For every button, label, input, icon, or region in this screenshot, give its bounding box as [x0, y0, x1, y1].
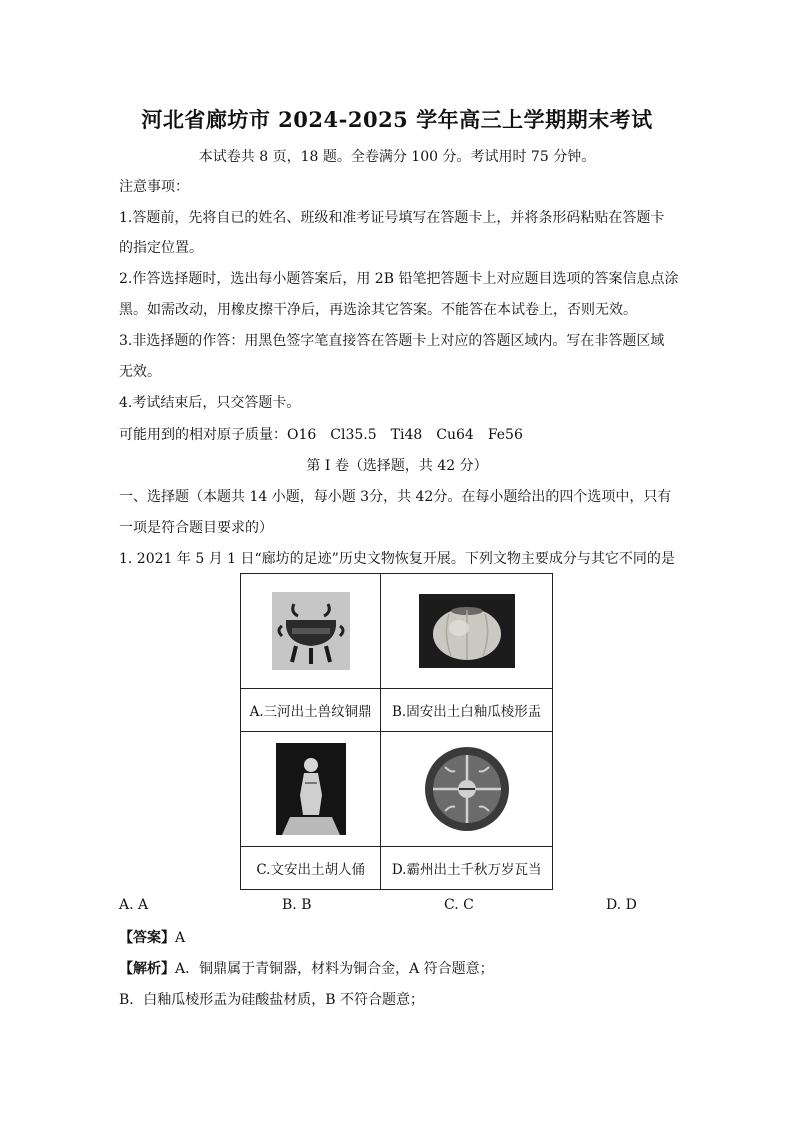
- exam-title: 河北省廊坊市 2024-2025 学年高三上学期期末考试: [141, 107, 653, 132]
- artifact-d-image-cell: [381, 732, 553, 847]
- artifact-d-caption: D.霸州出土千秋万岁瓦当: [381, 847, 553, 890]
- option-c[interactable]: C. C: [444, 897, 474, 913]
- artifact-a-caption: A.三河出土兽纹铜鼎: [241, 689, 381, 732]
- artifact-c-caption: C.文安出土胡人俑: [241, 847, 381, 890]
- artifact-table: [240, 573, 553, 890]
- section-title: 第 I 卷（选择题，共 42 分）: [306, 458, 488, 474]
- analysis-line-2: B．白釉瓜棱形盂为硅酸盐材质，B 不符合题意；: [119, 992, 425, 1008]
- exam-subtitle: 本试卷共 8 页，18 题。全卷满分 100 分。考试用时 75 分钟。: [198, 149, 596, 165]
- answer-line: [119, 928, 679, 948]
- answer-value: A: [175, 930, 186, 946]
- answer-label: 【答案】: [119, 930, 175, 946]
- notice-line-2: 的指定位置。: [119, 240, 203, 256]
- artifact-a-image-cell: [241, 574, 381, 689]
- white-glaze-jar-image: [419, 594, 515, 668]
- artifact-b-caption: B.固安出土白釉瓜棱形盂: [381, 689, 553, 732]
- notice-line-4: 黑。如需改动，用橡皮擦干净后，再选涂其它答案。不能答在本试卷上，否则无效。: [119, 302, 637, 318]
- notice-line-3: 2.作答选择题时，选出每小题答案后，用 2B 铅笔把答题卡上对应题目选项的答案信息点涂: [119, 271, 679, 287]
- part-intro-2: 一项是符合题目要求的）: [119, 520, 273, 536]
- bronze-ding-image: [272, 592, 350, 670]
- notice-line-6: 无效。: [119, 364, 161, 380]
- part-intro-1: 一、选择题（本题共 14 小题，每小题 3分，共 42分。在每小题给出的四个选项中，只有: [119, 489, 672, 505]
- notice-heading: 注意事项：: [119, 179, 189, 195]
- analysis-text-1: A．铜鼎属于青铜器，材料为铜合金，A 符合题意；: [175, 961, 494, 977]
- analysis-label: 【解析】: [119, 961, 175, 977]
- figurine-image: [276, 743, 346, 835]
- option-a[interactable]: A. A: [119, 897, 149, 913]
- option-b[interactable]: B. B: [282, 897, 312, 913]
- roof-tile-end-image: [421, 743, 513, 835]
- atomic-masses: 可能用到的相对原子质量：O16 Cl35.5 Ti48 Cu64 Fe56: [119, 427, 523, 443]
- option-d[interactable]: D. D: [606, 897, 637, 913]
- notice-line-5: 3.非选择题的作答：用黑色签字笔直接答在答题卡上对应的答题区域内。写在非答题区域: [119, 333, 665, 349]
- analysis-line-1: [119, 959, 679, 979]
- notice-line-7: 4.考试结束后，只交答题卡。: [119, 395, 301, 411]
- artifact-c-image-cell: [241, 732, 381, 847]
- artifact-b-image-cell: [381, 574, 553, 689]
- notice-line-1: 1.答题前，先将自已的姓名、班级和准考证号填写在答题卡上，并将条形码粘贴在答题卡: [119, 210, 665, 226]
- question-1-stem: 1. 2021 年 5 月 1 日“廊坊的足迹”历史文物恢复开展。下列文物主要成分与其它不同的是: [119, 551, 675, 567]
